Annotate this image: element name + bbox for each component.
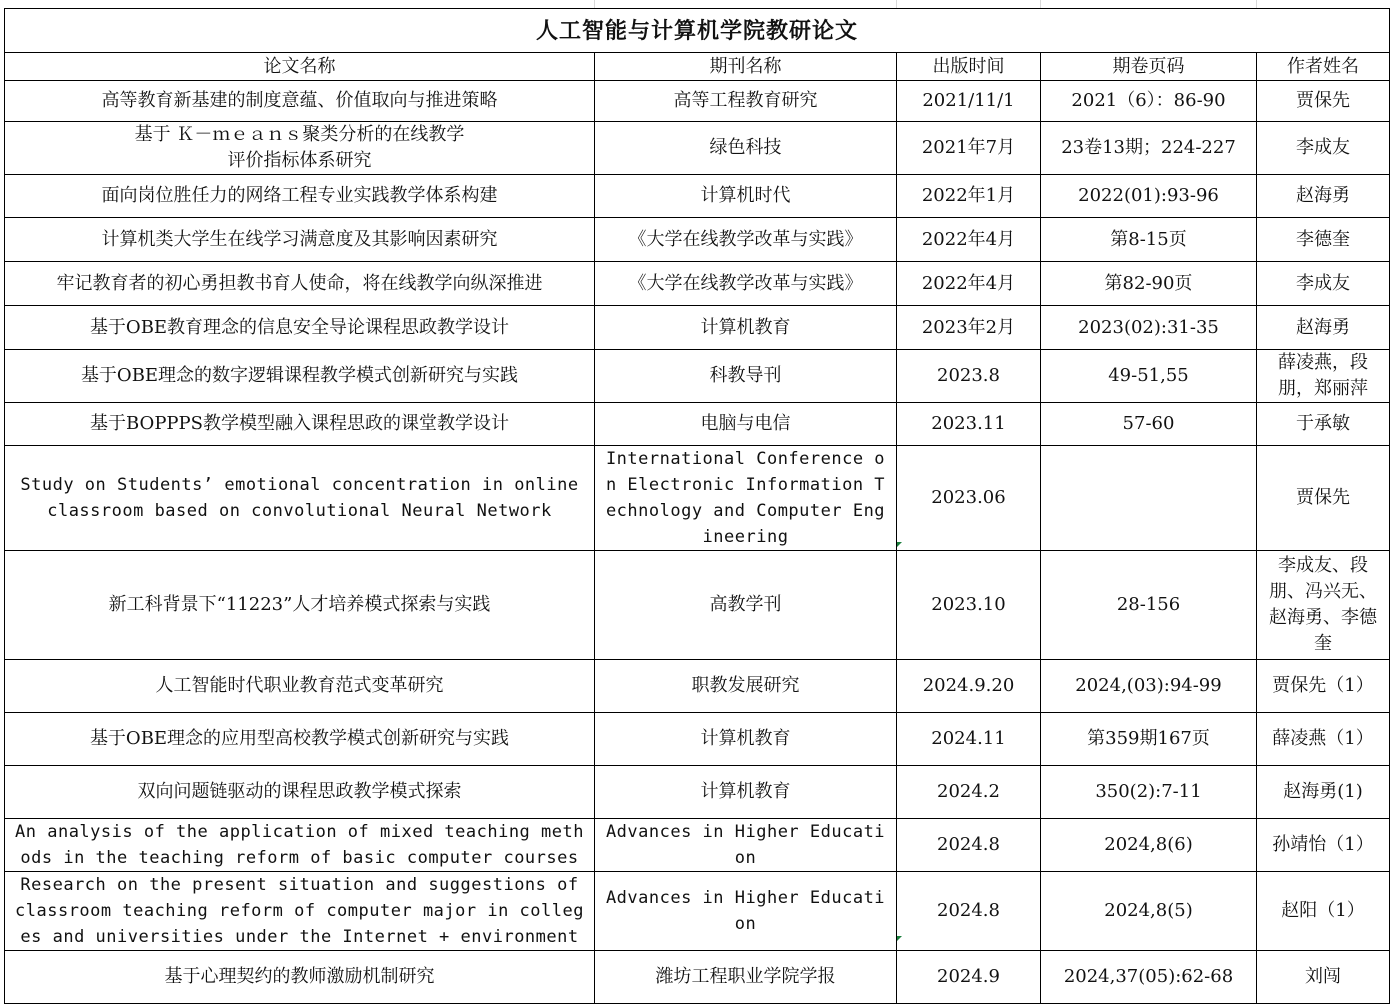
cell-authors[interactable]: 李德奎 [1257,218,1390,262]
cell-journal[interactable]: 高等工程教育研究 [595,81,897,122]
cell-authors[interactable]: 孙靖怡（1） [1257,819,1390,872]
gridline [896,0,897,8]
table-row [5,951,1390,1004]
cell-authors[interactable]: 薛凌燕（1） [1257,713,1390,766]
cell-journal[interactable]: 计算机教育 [595,306,897,350]
cell-pages[interactable]: 2024,37(05):62-68 [1041,951,1257,1004]
table-row [5,551,1390,660]
cell-paper-title[interactable]: 面向岗位胜任力的网络工程专业实践教学体系构建 [5,175,595,218]
table-row [5,872,1390,951]
cell-journal[interactable]: 科教导刊 [595,350,897,403]
cell-paper-title[interactable]: 人工智能时代职业教育范式变革研究 [5,660,595,713]
table-row [5,306,1390,350]
header-journal[interactable]: 期刊名称 [595,53,897,81]
cell-paper-title[interactable]: 基于 Ｋ－ｍｅａｎｓ聚类分析的在线教学 评价指标体系研究 [5,122,595,175]
table-row [5,81,1390,122]
cell-pages[interactable]: 第8-15页 [1041,218,1257,262]
cell-pages[interactable]: 2024,8(5) [1041,872,1257,951]
cell-journal[interactable]: 计算机时代 [595,175,897,218]
header-date[interactable]: 出版时间 [897,53,1041,81]
cell-pages[interactable]: 第359期167页 [1041,713,1257,766]
cell-pages[interactable]: 23卷13期；224-227 [1041,122,1257,175]
cell-journal[interactable]: 《大学在线教学改革与实践》 [595,218,897,262]
table-row [5,122,1390,175]
cell-date[interactable]: 2024.8 [897,872,1041,951]
cell-journal[interactable]: International Conference on Electronic Information Technology and Computer Engineering [595,446,897,551]
cell-authors[interactable]: 赵海勇(1) [1257,766,1390,819]
header-paper-title[interactable]: 论文名称 [5,53,595,81]
comment-marker-icon [897,936,902,941]
cell-journal[interactable]: 高教学刊 [595,551,897,660]
table-row [5,766,1390,819]
cell-date[interactable]: 2022年4月 [897,218,1041,262]
header-row [5,53,1390,81]
cell-paper-title[interactable]: 基于心理契约的教师激励机制研究 [5,951,595,1004]
table-row [5,262,1390,306]
table-row [5,218,1390,262]
cell-authors[interactable]: 李成友、段朋、冯兴无、赵海勇、李德奎 [1257,551,1390,660]
cell-pages[interactable]: 57-60 [1041,403,1257,446]
cell-journal[interactable]: 《大学在线教学改革与实践》 [595,262,897,306]
cell-paper-title[interactable]: 基于BOPPPS教学模型融入课程思政的课堂教学设计 [5,403,595,446]
cell-date[interactable]: 2024.2 [897,766,1041,819]
cell-journal[interactable]: 职教发展研究 [595,660,897,713]
cell-authors[interactable]: 赵海勇 [1257,306,1390,350]
cell-date[interactable]: 2023.10 [897,551,1041,660]
cell-date[interactable]: 2024.8 [897,819,1041,872]
cell-journal[interactable]: Advances in Higher Education [595,872,897,951]
cell-authors[interactable]: 于承敏 [1257,403,1390,446]
table-row [5,350,1390,403]
table-row [5,660,1390,713]
cell-authors[interactable]: 贾保先 [1257,446,1390,551]
cell-paper-title[interactable]: 计算机类大学生在线学习满意度及其影响因素研究 [5,218,595,262]
cell-date[interactable]: 2023年2月 [897,306,1041,350]
gridline [1040,0,1041,8]
papers-table [4,8,1390,1004]
header-authors[interactable]: 作者姓名 [1257,53,1390,81]
header-pages[interactable]: 期卷页码 [1041,53,1257,81]
cell-pages[interactable] [1041,446,1257,551]
cell-pages[interactable]: 350(2):7-11 [1041,766,1257,819]
table-row [5,403,1390,446]
cell-date[interactable]: 2022年1月 [897,175,1041,218]
cell-authors[interactable]: 赵阳（1） [1257,872,1390,951]
cell-authors[interactable]: 贾保先 [1257,81,1390,122]
cell-pages[interactable]: 2024,8(6) [1041,819,1257,872]
cell-date[interactable]: 2024.11 [897,713,1041,766]
cell-pages[interactable]: 28-156 [1041,551,1257,660]
cell-date[interactable]: 2024.9 [897,951,1041,1004]
cell-authors[interactable]: 李成友 [1257,122,1390,175]
cell-paper-title[interactable]: An analysis of the application of mixed teaching methods in the teaching reform of basic computer courses [5,819,595,872]
cell-authors[interactable]: 刘闯 [1257,951,1390,1004]
cell-journal[interactable]: 电脑与电信 [595,403,897,446]
comment-marker-icon [897,542,902,547]
cell-date[interactable]: 2021年7月 [897,122,1041,175]
cell-date[interactable]: 2023.06 [897,446,1041,551]
cell-authors[interactable]: 李成友 [1257,262,1390,306]
cell-paper-title[interactable]: 牢记教育者的初心勇担教书育人使命，将在线教学向纵深推进 [5,262,595,306]
cell-date[interactable]: 2024.9.20 [897,660,1041,713]
table-row [5,819,1390,872]
cell-pages[interactable]: 2022(01):93-96 [1041,175,1257,218]
cell-journal[interactable]: 潍坊工程职业学院学报 [595,951,897,1004]
table-row [5,175,1390,218]
cell-paper-title[interactable]: Research on the present situation and suggestions of classroom teaching reform of computer major in colleges and universities under the Internet + environment [5,872,595,951]
cell-journal[interactable]: 计算机教育 [595,766,897,819]
cell-pages[interactable]: 2023(02):31-35 [1041,306,1257,350]
cell-date[interactable]: 2022年4月 [897,262,1041,306]
cell-pages[interactable]: 2021（6）：86-90 [1041,81,1257,122]
cell-date[interactable]: 2023.11 [897,403,1041,446]
cell-pages[interactable]: 49-51,55 [1041,350,1257,403]
cell-authors[interactable]: 赵海勇 [1257,175,1390,218]
cell-date[interactable]: 2021/11/1 [897,81,1041,122]
cell-paper-title[interactable]: 高等教育新基建的制度意蕴、价值取向与推进策略 [5,81,595,122]
gridline [594,0,595,8]
cell-authors[interactable]: 薛凌燕，段朋，郑丽萍 [1257,350,1390,403]
cell-paper-title[interactable]: 基于OBE理念的数字逻辑课程教学模式创新研究与实践 [5,350,595,403]
sheet-title[interactable]: 人工智能与计算机学院教研论文 [5,9,1390,53]
table-row [5,446,1390,551]
cell-paper-title[interactable]: 双向问题链驱动的课程思政教学模式探索 [5,766,595,819]
table-row [5,713,1390,766]
cell-paper-title[interactable]: Study on Students’ emotional concentration in online classroom based on convolutional Neural Network [5,446,595,551]
gridline [1256,0,1257,8]
cell-journal[interactable]: Advances in Higher Education [595,819,897,872]
cell-journal[interactable]: 绿色科技 [595,122,897,175]
cell-date[interactable]: 2023.8 [897,350,1041,403]
cell-authors[interactable]: 贾保先（1） [1257,660,1390,713]
cell-journal[interactable]: 计算机教育 [595,713,897,766]
cell-paper-title[interactable]: 基于OBE教育理念的信息安全导论课程思政教学设计 [5,306,595,350]
cell-paper-title[interactable]: 新工科背景下“11223”人才培养模式探索与实践 [5,551,595,660]
cell-paper-title[interactable]: 基于OBE理念的应用型高校教学模式创新研究与实践 [5,713,595,766]
cell-pages[interactable]: 2024,(03):94-99 [1041,660,1257,713]
title-row [5,9,1390,53]
cell-pages[interactable]: 第82-90页 [1041,262,1257,306]
